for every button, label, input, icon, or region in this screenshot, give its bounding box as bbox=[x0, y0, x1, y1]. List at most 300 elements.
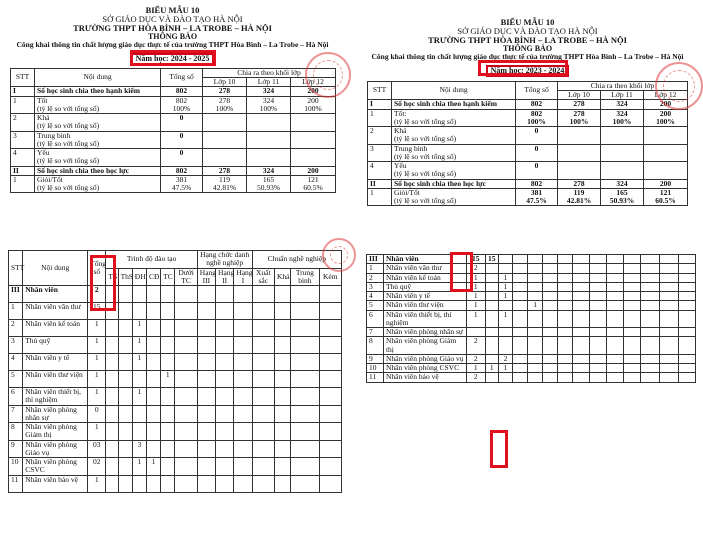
row-kha bbox=[274, 371, 290, 388]
row-c0 bbox=[485, 301, 498, 310]
row-g12-pct: 60.5% bbox=[303, 183, 323, 193]
row-c7 bbox=[589, 301, 606, 310]
row-c9 bbox=[623, 292, 640, 301]
row-r1 bbox=[234, 320, 252, 337]
row-label: Tốt bbox=[37, 95, 48, 105]
row-c8 bbox=[606, 292, 623, 301]
row-c3 bbox=[528, 310, 543, 328]
row-label: Số học sinh chia theo học lực bbox=[392, 179, 516, 188]
row-c9 bbox=[623, 264, 640, 273]
row-r1 bbox=[234, 303, 252, 320]
row-total: 1 bbox=[88, 354, 106, 371]
row-c10 bbox=[640, 337, 659, 355]
row-ths bbox=[118, 303, 132, 320]
row-cd bbox=[147, 354, 161, 371]
row-c1 bbox=[498, 373, 513, 382]
row-r2 bbox=[216, 458, 234, 476]
col-training: Trình độ đào tạo bbox=[106, 251, 197, 269]
row-c0 bbox=[485, 282, 498, 291]
row-label: Nhân viên phòng nhân sự bbox=[383, 328, 466, 337]
value-highlight bbox=[490, 430, 508, 468]
row-stt: I bbox=[11, 87, 35, 96]
row-c7 bbox=[589, 364, 606, 373]
row-label: Nhân viên kế toán bbox=[23, 320, 88, 337]
row-xs bbox=[252, 371, 274, 388]
col-rank2: Hạng II bbox=[216, 268, 234, 286]
row-c6 bbox=[572, 337, 589, 355]
official-stamp bbox=[305, 52, 351, 98]
row-ts bbox=[106, 458, 118, 476]
row-c4 bbox=[543, 301, 558, 310]
row-c6 bbox=[572, 282, 589, 291]
row-tb bbox=[291, 475, 319, 492]
row-c11 bbox=[659, 301, 678, 310]
table-row bbox=[368, 162, 688, 180]
row-c6 bbox=[572, 301, 589, 310]
row-below bbox=[175, 371, 197, 388]
row-g11: 324 bbox=[247, 87, 291, 96]
row-stt: 9 bbox=[9, 440, 23, 458]
row-stt: 1 bbox=[11, 96, 35, 114]
table-row bbox=[9, 440, 342, 458]
row-total: 2 bbox=[466, 373, 485, 382]
row-sublabel: (tỷ lệ so với tổng số) bbox=[37, 103, 100, 113]
row-label: Nhân viên phòng nhân sự bbox=[23, 405, 88, 423]
department-name: SỞ GIÁO DỤC VÀ ĐÀO TẠO HÀ NỘI bbox=[102, 13, 243, 24]
table-row bbox=[11, 131, 336, 149]
row-c7 bbox=[589, 373, 606, 382]
row-label: Nhân viên thiết bị, thí nghiệm bbox=[23, 388, 88, 406]
staff-panel-right bbox=[358, 248, 700, 533]
row-r2 bbox=[216, 354, 234, 371]
col-stt: STT bbox=[368, 81, 392, 100]
row-c12 bbox=[678, 354, 695, 363]
row-c8 bbox=[606, 273, 623, 282]
year-highlight-box bbox=[478, 60, 568, 76]
row-c7 bbox=[589, 282, 606, 291]
row-cd bbox=[147, 405, 161, 423]
official-stamp bbox=[322, 238, 356, 272]
col-total: Tổng số bbox=[161, 68, 203, 87]
row-total: 0 bbox=[161, 114, 203, 132]
row-total: 802 bbox=[175, 95, 188, 105]
row-c12 bbox=[678, 364, 695, 373]
col-content: Nội dung bbox=[35, 68, 161, 87]
row-c11 bbox=[659, 364, 678, 373]
row-label: Nhân viên bảo vệ bbox=[383, 373, 466, 382]
row-kha bbox=[274, 405, 290, 423]
row-c11 bbox=[659, 354, 678, 363]
row-g10: 119 bbox=[573, 187, 585, 197]
row-c3 bbox=[528, 328, 543, 337]
row-ths bbox=[118, 337, 132, 354]
row-c1 bbox=[498, 328, 513, 337]
row-c0 bbox=[485, 373, 498, 382]
row-c11 bbox=[659, 292, 678, 301]
row-g12-pct: 60.5% bbox=[655, 196, 676, 206]
row-ths bbox=[118, 371, 132, 388]
row-cd bbox=[147, 440, 161, 458]
staff-table-left bbox=[8, 250, 342, 493]
row-total: 1 bbox=[466, 292, 485, 301]
row-kem bbox=[319, 320, 341, 337]
row-c6 bbox=[572, 354, 589, 363]
department-name: SỞ GIÁO DỤC VÀ ĐÀO TẠO HÀ NỘI bbox=[457, 25, 598, 36]
row-kem bbox=[319, 423, 341, 441]
row-dh bbox=[132, 303, 146, 320]
row-ts bbox=[106, 371, 118, 388]
row-label: Nhân viên văn thư bbox=[383, 264, 466, 273]
row-c12 bbox=[678, 273, 695, 282]
row-g11: 324 bbox=[247, 166, 291, 175]
row-g11: 324 bbox=[601, 100, 644, 109]
row-dh: 1 bbox=[132, 388, 146, 406]
row-c12 bbox=[678, 310, 695, 328]
row-total: 802 bbox=[516, 100, 558, 109]
row-c2 bbox=[513, 282, 528, 291]
row-total: 03 bbox=[88, 440, 106, 458]
row-ts bbox=[106, 423, 118, 441]
row-xs bbox=[252, 423, 274, 441]
row-c3: 1 bbox=[528, 301, 543, 310]
row-c8 bbox=[606, 310, 623, 328]
row-r2 bbox=[216, 405, 234, 423]
row-c0 bbox=[485, 292, 498, 301]
row-dh bbox=[132, 371, 146, 388]
row-c10 bbox=[640, 301, 659, 310]
row-total: 2 bbox=[88, 286, 106, 303]
row-label: Khá bbox=[394, 126, 407, 136]
row-ths bbox=[118, 423, 132, 441]
row-g11: 324 bbox=[616, 108, 628, 118]
row-stt: 10 bbox=[9, 458, 23, 476]
row-stt: 11 bbox=[9, 475, 23, 492]
row-r3 bbox=[197, 337, 215, 354]
col-standard: Chuẩn nghề nghiệp bbox=[252, 251, 341, 269]
row-c1 bbox=[498, 301, 513, 310]
row-label: Nhân viên bbox=[23, 286, 88, 303]
row-label: Nhân viên y tế bbox=[23, 354, 88, 371]
row-cd bbox=[147, 423, 161, 441]
school-name: TRƯỜNG THPT HÒA BÌNH – LA TROBE – HÀ NỘI bbox=[428, 34, 627, 45]
row-label: Nhân viên phòng Giám thị bbox=[23, 423, 88, 441]
row-c7 bbox=[589, 354, 606, 363]
row-total: 0 bbox=[516, 127, 558, 145]
row-c5 bbox=[557, 282, 572, 291]
table-row bbox=[11, 96, 336, 114]
staff-panel-left bbox=[0, 238, 350, 533]
row-kha bbox=[274, 458, 290, 476]
row-kha bbox=[274, 303, 290, 320]
row-r2 bbox=[216, 475, 234, 492]
row-r2 bbox=[216, 303, 234, 320]
row-sublabel: (tỷ lệ so với tổng số) bbox=[394, 151, 457, 161]
row-total: 802 bbox=[161, 166, 203, 175]
row-c5 bbox=[557, 354, 572, 363]
row-c4 bbox=[543, 282, 558, 291]
col-content: Nội dung bbox=[392, 81, 516, 100]
row-c2 bbox=[513, 310, 528, 328]
row-total: 0 bbox=[516, 144, 558, 162]
row-kha bbox=[274, 354, 290, 371]
row-total: 0 bbox=[516, 162, 558, 180]
row-c9 bbox=[623, 354, 640, 363]
row-c10 bbox=[640, 264, 659, 273]
row-c12 bbox=[678, 301, 695, 310]
row-r3 bbox=[197, 440, 215, 458]
row-r3 bbox=[197, 388, 215, 406]
table-row bbox=[9, 354, 342, 371]
row-c4 bbox=[543, 273, 558, 282]
row-label: Số học sinh chia theo hạnh kiểm bbox=[35, 87, 161, 96]
row-sublabel: (tỷ lệ so với tổng số) bbox=[394, 116, 457, 126]
row-ths bbox=[118, 388, 132, 406]
row-below bbox=[175, 423, 197, 441]
row-r3 bbox=[197, 405, 215, 423]
col-cd: CĐ bbox=[147, 268, 161, 286]
row-kha bbox=[274, 388, 290, 406]
conduct-table-2023 bbox=[367, 81, 688, 207]
row-c10 bbox=[640, 292, 659, 301]
row-total: 1 bbox=[466, 273, 485, 282]
row-total: 0 bbox=[88, 405, 106, 423]
row-tb bbox=[291, 388, 319, 406]
row-total: 1 bbox=[88, 337, 106, 354]
row-r1 bbox=[234, 475, 252, 492]
row-dh: 1 bbox=[132, 458, 146, 476]
row-ths bbox=[118, 475, 132, 492]
row-sublabel: (tỷ lệ so với tổng số) bbox=[37, 156, 100, 166]
row-xs bbox=[252, 320, 274, 337]
table-row bbox=[9, 303, 342, 320]
row-c0 bbox=[485, 273, 498, 282]
row-c4 bbox=[543, 354, 558, 363]
row-c6 bbox=[572, 273, 589, 282]
table-row bbox=[9, 337, 342, 354]
row-stt: 1 bbox=[367, 264, 384, 273]
col-tc: TC bbox=[161, 268, 175, 286]
row-g12: 121 bbox=[659, 187, 672, 197]
row-xs bbox=[252, 440, 274, 458]
row-label: Nhân viên bbox=[383, 255, 466, 264]
row-total: 0 bbox=[161, 149, 203, 167]
col-ths: ThS bbox=[118, 268, 132, 286]
row-tc bbox=[161, 405, 175, 423]
row-total: 1 bbox=[466, 310, 485, 328]
row-tc bbox=[161, 475, 175, 492]
row-c6 bbox=[572, 328, 589, 337]
row-g10-pct: 100% bbox=[569, 116, 589, 126]
row-c3 bbox=[528, 337, 543, 355]
conduct-table-2024 bbox=[10, 68, 336, 194]
table-row bbox=[367, 310, 696, 328]
row-label: Khá bbox=[37, 113, 50, 123]
row-c10 bbox=[640, 364, 659, 373]
row-below bbox=[175, 458, 197, 476]
row-below bbox=[175, 354, 197, 371]
row-ths bbox=[118, 458, 132, 476]
row-ths bbox=[118, 440, 132, 458]
row-c10 bbox=[640, 354, 659, 363]
row-g12: 200 bbox=[291, 166, 336, 175]
row-kha bbox=[274, 440, 290, 458]
row-stt: 4 bbox=[367, 292, 384, 301]
row-r2 bbox=[216, 371, 234, 388]
notice-subtitle: Công khai thông tin chất lượng giáo dục thực tế của trường THPT Hòa Bình – La Trobe – Hà Nội bbox=[16, 40, 329, 50]
col-average: Trung bình bbox=[291, 268, 319, 286]
row-tb bbox=[291, 458, 319, 476]
school-name: TRƯỜNG THPT HÒA BÌNH – LA TROBE – HÀ NỘI bbox=[73, 22, 272, 33]
row-c7 bbox=[589, 264, 606, 273]
col-grade11: Lớp 11 bbox=[247, 78, 291, 87]
row-c4 bbox=[543, 364, 558, 373]
row-r1 bbox=[234, 388, 252, 406]
row-ths bbox=[118, 354, 132, 371]
row-label: Yếu bbox=[37, 148, 50, 158]
row-r1 bbox=[234, 371, 252, 388]
col-total: Tổng số bbox=[516, 81, 558, 100]
row-g12: 121 bbox=[307, 174, 319, 184]
row-c0 bbox=[485, 328, 498, 337]
row-stt: 9 bbox=[367, 354, 384, 363]
total-column-highlight bbox=[450, 252, 473, 292]
row-total-pct: 100% bbox=[172, 103, 191, 113]
row-c5 bbox=[557, 337, 572, 355]
row-stt: 10 bbox=[367, 364, 384, 373]
row-total: 0 bbox=[161, 131, 203, 149]
row-c1: 1 bbox=[498, 310, 513, 328]
table-row bbox=[11, 149, 336, 167]
col-rank3: Hạng III bbox=[197, 268, 215, 286]
row-c2 bbox=[513, 337, 528, 355]
row-cd bbox=[147, 475, 161, 492]
row-tb bbox=[291, 405, 319, 423]
col-ts: TS bbox=[106, 268, 118, 286]
row-c8 bbox=[606, 354, 623, 363]
row-c8 bbox=[606, 282, 623, 291]
table-row bbox=[368, 127, 688, 145]
row-g11: 165 bbox=[616, 187, 628, 197]
table-row bbox=[9, 423, 342, 441]
table-row bbox=[367, 264, 696, 273]
row-total: 2 bbox=[466, 354, 485, 363]
table-row bbox=[11, 87, 336, 96]
row-c1: 1 bbox=[498, 273, 513, 282]
row-dh: 1 bbox=[132, 354, 146, 371]
row-g11-pct: 50.93% bbox=[256, 183, 281, 193]
col-poor: Kém bbox=[319, 268, 341, 286]
row-tb bbox=[291, 337, 319, 354]
row-tc: 1 bbox=[161, 371, 175, 388]
col-rank: Hạng chức danh nghề nghiệp bbox=[197, 251, 252, 269]
row-ts bbox=[106, 388, 118, 406]
row-cd bbox=[147, 320, 161, 337]
row-stt: 3 bbox=[367, 282, 384, 291]
row-g10: 278 bbox=[558, 179, 601, 188]
row-c6 bbox=[572, 364, 589, 373]
row-c10 bbox=[640, 273, 659, 282]
row-label: Trung bình bbox=[394, 143, 428, 153]
row-label: Nhân viên y tế bbox=[383, 292, 466, 301]
row-c0: 1 bbox=[485, 364, 498, 373]
row-cd bbox=[147, 303, 161, 320]
col-total: Tổng số bbox=[88, 251, 106, 286]
row-xs bbox=[252, 475, 274, 492]
row-c2 bbox=[513, 264, 528, 273]
row-r3 bbox=[197, 475, 215, 492]
row-stt: 1 bbox=[11, 175, 35, 193]
school-year-highlight: Năm học: 2023 - 2024 bbox=[486, 65, 570, 77]
row-total: 1 bbox=[466, 282, 485, 291]
row-g12-pct: 100% bbox=[656, 116, 675, 126]
table-row bbox=[9, 475, 342, 492]
row-c6 bbox=[572, 373, 589, 382]
row-g12: 200 bbox=[659, 108, 672, 118]
row-ts: 15 bbox=[485, 255, 498, 264]
row-c9 bbox=[623, 337, 640, 355]
table-row bbox=[9, 405, 342, 423]
table-row bbox=[9, 320, 342, 337]
col-good: Khá bbox=[274, 268, 290, 286]
row-c5 bbox=[557, 301, 572, 310]
row-kem bbox=[319, 458, 341, 476]
row-g10-pct: 100% bbox=[215, 103, 234, 113]
col-below-tc: Dưới TC bbox=[175, 268, 197, 286]
table-row bbox=[9, 286, 342, 303]
row-kha bbox=[274, 337, 290, 354]
row-stt: 7 bbox=[9, 405, 23, 423]
row-g12: 200 bbox=[307, 95, 319, 105]
row-c4 bbox=[543, 328, 558, 337]
row-stt: 4 bbox=[368, 162, 392, 180]
row-c2 bbox=[513, 354, 528, 363]
row-label: Nhân viên phòng CSVC bbox=[23, 458, 88, 476]
col-grade11: Lớp 11 bbox=[601, 91, 644, 100]
total-column-highlight bbox=[90, 255, 116, 311]
row-c7 bbox=[589, 337, 606, 355]
row-c3 bbox=[528, 273, 543, 282]
row-c7 bbox=[589, 292, 606, 301]
row-c8 bbox=[606, 364, 623, 373]
row-c4 bbox=[543, 337, 558, 355]
row-total: 1 bbox=[88, 388, 106, 406]
table-row bbox=[9, 371, 342, 388]
row-c1 bbox=[498, 337, 513, 355]
row-r2 bbox=[216, 388, 234, 406]
row-c12 bbox=[678, 328, 695, 337]
table-row bbox=[367, 301, 696, 310]
row-cd bbox=[147, 337, 161, 354]
row-total: 15 bbox=[88, 303, 106, 320]
row-stt: 2 bbox=[11, 114, 35, 132]
row-c3 bbox=[528, 264, 543, 273]
row-below bbox=[175, 320, 197, 337]
row-tb bbox=[291, 440, 319, 458]
row-c10 bbox=[640, 373, 659, 382]
row-stt: 6 bbox=[367, 310, 384, 328]
row-c11 bbox=[659, 328, 678, 337]
row-tb bbox=[291, 303, 319, 320]
col-split: Chia ra theo khối lớp bbox=[558, 81, 688, 90]
notice-title: THÔNG BÁO bbox=[502, 43, 553, 53]
row-stt: 11 bbox=[367, 373, 384, 382]
row-c2 bbox=[513, 301, 528, 310]
row-c12 bbox=[678, 373, 695, 382]
row-r3 bbox=[197, 303, 215, 320]
row-ts bbox=[106, 405, 118, 423]
row-stt: II bbox=[11, 166, 35, 175]
row-tc bbox=[161, 354, 175, 371]
